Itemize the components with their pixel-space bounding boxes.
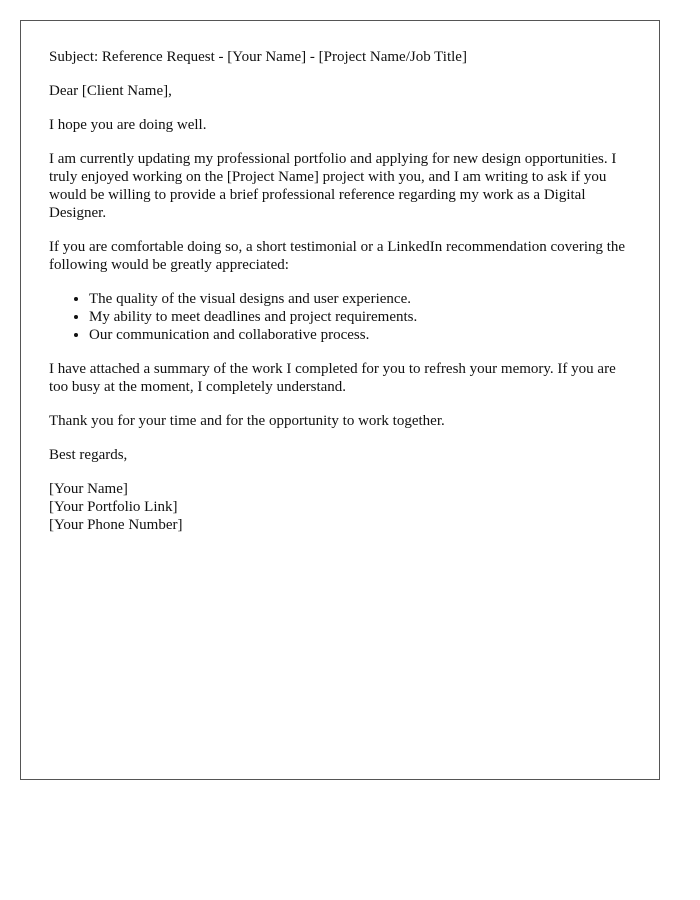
- list-item: • My ability to meet deadlines and project requirements.: [89, 308, 631, 326]
- attachment-paragraph: I have attached a summary of the work I completed for you to refresh your memory. If you are too busy at the moment, I completely understand.: [49, 361, 616, 395]
- request-paragraph: If you are comfortable doing so, a short testimonial or a LinkedIn recommendation covering the following would be greatly appreciated:: [49, 239, 626, 273]
- letter-frame: [20, 20, 660, 780]
- greeting-paragraph: I hope you are doing well.: [49, 117, 207, 133]
- intro-paragraph: I am currently updating my professional portfolio and applying for new design opportunities. I truly enjoyed working on the [Project Name] project with you, and I am writing to ask if you would be willing to provide a brief professional reference regarding my work as a Digital Designer.: [49, 151, 617, 221]
- closing: Best regards,: [49, 447, 128, 463]
- signature-portfolio-link: [Your Portfolio Link]: [49, 499, 178, 515]
- signature-name: [Your Name]: [49, 481, 128, 497]
- request-bullet-list: [49, 290, 631, 344]
- subject-line: Subject: Reference Request - [Your Name] - [Project Name/Job Title]: [49, 49, 467, 65]
- salutation: Dear [Client Name],: [49, 83, 172, 99]
- signature-phone: [Your Phone Number]: [49, 517, 183, 533]
- list-item: • The quality of the visual designs and user experience.: [89, 290, 631, 308]
- signature-block: [49, 480, 631, 534]
- thanks-paragraph: Thank you for your time and for the opportunity to work together.: [49, 413, 445, 429]
- list-item: • Our communication and collaborative process.: [89, 326, 631, 344]
